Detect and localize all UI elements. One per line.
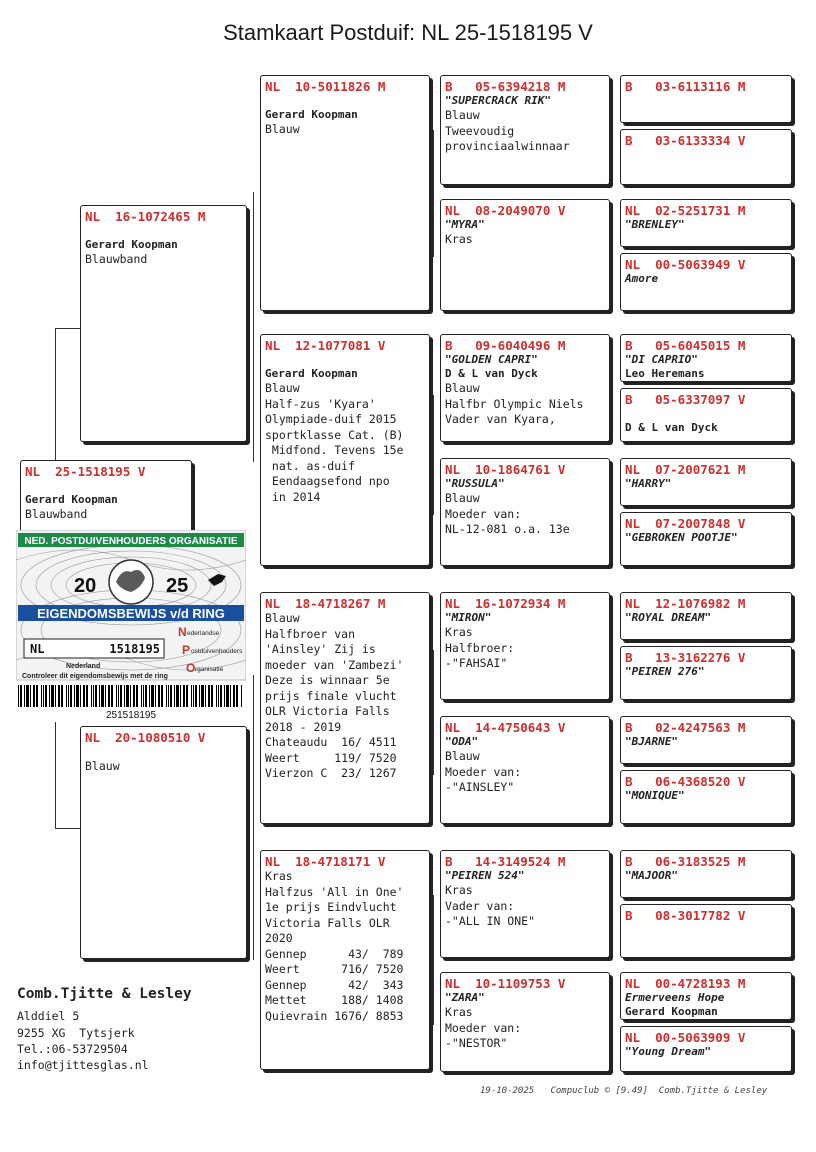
- ring-number: NL 16-1072934 M: [445, 596, 566, 611]
- check-note: Controleer dit eigendomsbewijs met de ring: [22, 673, 168, 680]
- grandparent-card: [260, 334, 430, 566]
- barcode-bar: [41, 685, 42, 707]
- owner: Gerard Koopman: [25, 493, 118, 506]
- info-line: Moeder van:: [445, 1020, 522, 1035]
- pigeon-name: "GEBROKEN POOTJE": [625, 531, 738, 544]
- ring-number: NL 18-4718171 V: [265, 854, 386, 869]
- ancestor-card: [620, 972, 792, 1020]
- owner: Leo Heremans: [625, 367, 705, 380]
- info-line: provinciaalwinnaar: [445, 139, 570, 153]
- barcode-bar: [30, 685, 31, 707]
- ancestor-card: [620, 716, 792, 764]
- pigeon-name: "BRENLEY": [625, 218, 685, 231]
- barcode-bar: [149, 685, 150, 707]
- barcode-bar: [116, 685, 117, 707]
- ring-number: B 05-6394218 M: [445, 79, 566, 94]
- barcode-bar: [195, 685, 197, 707]
- barcode-bar: [170, 685, 172, 707]
- pigeon-name: "ODA": [445, 735, 479, 748]
- mother-card: [80, 726, 247, 959]
- sticker-number: 1518195: [109, 642, 160, 656]
- ancestor-card: [620, 850, 792, 898]
- info-line: Kras: [265, 869, 293, 883]
- ring-number: NL 08-2049070 V: [445, 203, 566, 218]
- info-line: Kras: [445, 883, 473, 897]
- ownership-certificate-sticker: [16, 530, 246, 722]
- pigeon-name: "BJARNE": [625, 735, 678, 748]
- info-line: Weert 119/ 7520: [265, 750, 397, 765]
- barcode-bar: [101, 685, 104, 707]
- barcode-bar: [166, 685, 167, 707]
- info-line: sportklasse Cat. (B): [265, 427, 404, 442]
- info-line: Blauw: [265, 381, 300, 395]
- info-line: Vader van:: [445, 898, 515, 913]
- barcode-bar: [216, 685, 217, 707]
- barcode-bar: [124, 685, 125, 707]
- connector-line: [253, 192, 254, 462]
- ancestor-card: [620, 592, 792, 640]
- ring-number: B 03-6113116 M: [625, 79, 746, 94]
- year-right: 25: [166, 575, 189, 597]
- ancestor-card: [620, 388, 792, 442]
- subject-card: [20, 460, 192, 540]
- barcode-bar: [118, 685, 119, 707]
- barcode-bar: [76, 685, 79, 707]
- info-line: Halfbroer:: [445, 640, 515, 655]
- barcode-bar: [55, 685, 56, 707]
- barcode-bar: [220, 685, 222, 707]
- info-line: Quievrain 1676/ 8853: [265, 1008, 404, 1023]
- ring-number: B 06-3183525 M: [625, 854, 746, 869]
- year-left: 20: [74, 575, 97, 597]
- barcode-bar: [161, 685, 163, 707]
- info-line: Victoria Falls OLR: [265, 915, 390, 930]
- grandparent-card: [260, 75, 430, 311]
- info-line: Blauw: [265, 611, 300, 625]
- org-name: NED. POSTDUIVENHOUDERS ORGANISATIE: [24, 536, 238, 547]
- ring-number: NL 12-1076982 M: [625, 596, 746, 611]
- barcode-bar: [93, 685, 94, 707]
- info-line: Blauwband: [25, 507, 88, 521]
- barcode-bar: [233, 685, 235, 707]
- info-line: Blauwband: [85, 252, 148, 266]
- pigeon-name: "SUPERCRACK RIK": [445, 94, 551, 107]
- info-line: moeder van 'Zambezi': [265, 657, 404, 672]
- pigeon-name: "ROYAL DREAM": [625, 611, 712, 624]
- barcode-bar: [26, 685, 29, 707]
- info-line: 2018 - 2019: [265, 719, 342, 734]
- great-grandparent-card: [440, 850, 610, 958]
- barcode-number: 251518195: [105, 710, 157, 721]
- info-line: Vierzon C 23/ 1267: [265, 766, 397, 780]
- great-grandparent-card: [440, 972, 610, 1072]
- ring-number: NL 12-1077081 V: [265, 338, 386, 353]
- barcode-bar: [20, 685, 22, 707]
- grandparent-card: [260, 850, 430, 1070]
- ring-number: NL 00-5063909 V: [625, 1030, 746, 1045]
- barcode-bar: [224, 685, 225, 707]
- connector-line: [433, 130, 434, 257]
- info-line: in 2014: [265, 489, 321, 504]
- info-line: Gennep 43/ 789: [265, 946, 404, 961]
- barcode-bar: [141, 685, 142, 707]
- barcode-bar: [180, 685, 181, 707]
- grandparent-card: [260, 592, 430, 824]
- barcode-bar: [51, 685, 54, 707]
- breeder-city: 9255 XG Tytsjerk: [17, 1026, 135, 1040]
- pigeon-name: "DI CAPRIO": [625, 353, 698, 366]
- connector-line: [612, 877, 613, 933]
- pigeon-name: "ZARA": [445, 991, 485, 1004]
- pigeon-name: "MONIQUE": [625, 789, 685, 802]
- barcode-bar: [201, 685, 204, 707]
- owner: D & L van Dyck: [445, 367, 538, 380]
- barcode-bar: [58, 685, 60, 707]
- barcode-bar: [230, 685, 231, 707]
- info-line: prijs finale vlucht: [265, 688, 397, 703]
- info-line: OLR Victoria Falls: [265, 704, 390, 718]
- breeder-address: Alddiel 5: [17, 1009, 80, 1023]
- ancestor-card: [620, 458, 792, 506]
- barcode: [18, 685, 242, 707]
- info-line: -"NESTOR": [445, 1036, 508, 1050]
- pigeon-name: "RUSSULA": [445, 477, 505, 490]
- barcode-bar: [108, 685, 110, 707]
- ring-number: NL 00-4728193 M: [625, 976, 746, 991]
- info-line: NL-12-081 o.a. 13e: [445, 522, 570, 536]
- barcode-bar: [120, 685, 122, 707]
- barcode-bar: [186, 685, 188, 707]
- barcode-bar: [174, 685, 175, 707]
- info-line: 2020: [265, 931, 293, 945]
- barcode-bar: [95, 685, 97, 707]
- ring-number: NL 25-1518195 V: [25, 464, 146, 479]
- info-line: Blauw: [265, 122, 300, 136]
- barcode-bar: [49, 685, 50, 707]
- info-line: Kras: [445, 625, 473, 639]
- ring-number: NL 16-1072465 M: [85, 209, 206, 224]
- connector-line: [612, 228, 613, 284]
- ancestor-card: [620, 334, 792, 382]
- pigeon-name: "PEIREN 524": [445, 869, 525, 882]
- ring-number: B 06-4368520 V: [625, 774, 746, 789]
- barcode-bar: [145, 685, 147, 707]
- barcode-bar: [218, 685, 219, 707]
- barcode-bar: [191, 685, 192, 707]
- barcode-bar: [33, 685, 35, 707]
- pigeon-name: "Young Dream": [625, 1045, 712, 1058]
- barcode-bar: [151, 685, 154, 707]
- barcode-bar: [111, 685, 113, 707]
- barcode-bar: [130, 685, 131, 707]
- barcode-bar: [226, 685, 229, 707]
- info-line: Blauw: [445, 381, 480, 395]
- npo-word-o: rganisatie: [195, 666, 224, 673]
- connector-line: [55, 828, 81, 829]
- great-grandparent-card: [440, 716, 610, 824]
- great-grandparent-card: [440, 75, 610, 185]
- connector-line: [612, 487, 613, 542]
- ring-number: NL 10-5011826 M: [265, 79, 386, 94]
- ancestor-card: [620, 512, 792, 566]
- info-line: Blauw: [445, 108, 480, 122]
- info-line: 'Ainsley' Zij is: [265, 642, 376, 656]
- barcode-bar: [199, 685, 200, 707]
- connector-line: [433, 895, 434, 1025]
- info-line: Midfond. Tevens 15e: [265, 443, 404, 457]
- connector-line: [253, 675, 254, 960]
- info-line: Eendaagsefond npo: [265, 474, 390, 488]
- pigeon-name: "PEIREN 276": [625, 665, 705, 678]
- info-line: -"AINSLEY": [445, 780, 515, 794]
- barcode-bar: [24, 685, 25, 707]
- breeder-phone: Tel.:06-53729504: [17, 1042, 128, 1056]
- pigeon-name: "HARRY": [625, 477, 672, 490]
- barcode-bar: [241, 685, 242, 707]
- ring-number: NL 07-2007621 M: [625, 462, 746, 477]
- ancestor-card: [620, 199, 792, 247]
- country-label: Nederland: [66, 663, 101, 670]
- sticker-country: NL: [30, 642, 45, 656]
- pigeon-name: "MAJOOR": [625, 869, 678, 882]
- info-line: Deze is winnaar 5e: [265, 673, 390, 687]
- info-line: Moeder van:: [445, 506, 522, 521]
- npo-letter-o: O: [186, 661, 196, 675]
- owner: Gerard Koopman: [265, 108, 358, 121]
- pigeon-name: "MYRA": [445, 218, 485, 231]
- ring-number: B 13-3162276 V: [625, 650, 746, 665]
- ring-number: NL 07-2007848 V: [625, 516, 746, 531]
- father-card: [80, 205, 247, 442]
- info-line: Halfzus 'All in One': [265, 884, 404, 899]
- barcode-bar: [126, 685, 129, 707]
- barcode-bar: [70, 685, 72, 707]
- barcode-bar: [74, 685, 75, 707]
- ring-number: B 02-4247563 M: [625, 720, 746, 735]
- barcode-bar: [66, 685, 67, 707]
- pigeon-name: Ermerveens Hope: [625, 991, 725, 1004]
- barcode-bar: [18, 685, 19, 707]
- ancestor-card: [620, 75, 792, 123]
- npo-letter-p: P: [182, 643, 191, 657]
- barcode-bar: [205, 685, 206, 707]
- barcode-bar: [158, 685, 160, 707]
- ring-number: B 03-6133334 V: [625, 133, 746, 148]
- info-line: Half-zus 'Kyara': [265, 396, 376, 411]
- owner: Gerard Koopman: [625, 1005, 718, 1018]
- barcode-bar: [99, 685, 100, 707]
- info-line: Halfbr Olympic Niels: [445, 396, 584, 411]
- great-grandparent-card: [440, 334, 610, 442]
- info-line: nat. as-duif: [265, 458, 356, 473]
- ring-number: B 08-3017782 V: [625, 908, 746, 923]
- ancestor-card: [620, 646, 792, 700]
- connector-line: [55, 328, 81, 329]
- breeder-email: info@tjittesglas.nl: [17, 1058, 149, 1072]
- barcode-bar: [183, 685, 185, 707]
- info-line: -"ALL IN ONE": [445, 914, 536, 928]
- info-line: Blauw: [445, 491, 480, 505]
- connector-line: [612, 998, 613, 1054]
- barcode-bar: [68, 685, 69, 707]
- connector-line: [612, 105, 613, 163]
- barcode-bar: [155, 685, 156, 707]
- banner-text: EIGENDOMSBEWIJS v/d RING: [37, 606, 225, 621]
- info-line: Gennep 42/ 343: [265, 977, 404, 992]
- barcode-bar: [86, 685, 88, 707]
- ancestor-card: [620, 253, 792, 311]
- connector-line: [433, 650, 434, 775]
- info-line: Moeder van:: [445, 764, 522, 779]
- ring-number: NL 10-1109753 V: [445, 976, 566, 991]
- barcode-bar: [136, 685, 138, 707]
- info-line: -"FAHSAI": [445, 656, 508, 670]
- barcode-bar: [193, 685, 194, 707]
- info-line: Kras: [445, 1005, 473, 1019]
- ring-number: NL 00-5063949 V: [625, 257, 746, 272]
- ancestor-card: [620, 129, 792, 185]
- npo-word-p: ostduivenhouders: [191, 648, 243, 655]
- barcode-bar: [91, 685, 92, 707]
- pigeon-name: Amore: [625, 272, 659, 285]
- connector-line: [612, 620, 613, 676]
- info-line: 1e prijs Eindvlucht: [265, 900, 397, 914]
- page-title: Stamkaart Postduif: NL 25-1518195 V: [223, 20, 593, 45]
- great-grandparent-card: [440, 458, 610, 566]
- info-line: Blauw: [445, 749, 480, 763]
- barcode-bar: [83, 685, 85, 707]
- barcode-bar: [208, 685, 210, 707]
- ring-number: NL 02-5251731 M: [625, 203, 746, 218]
- info-line: Mettet 188/ 1408: [265, 993, 404, 1007]
- barcode-bar: [36, 685, 38, 707]
- great-grandparent-card: [440, 592, 610, 700]
- ring-number: B 14-3149524 M: [445, 854, 566, 869]
- ring-number: B 09-6040496 M: [445, 338, 566, 353]
- info-line: Halfbroer van: [265, 626, 356, 641]
- info-line: Chateaudu 16/ 4511: [265, 735, 397, 749]
- breeder-name: Comb.Tjitte & Lesley: [17, 986, 192, 1002]
- info-line: Vader van Kyara,: [445, 412, 556, 426]
- barcode-bar: [61, 685, 63, 707]
- owner: Gerard Koopman: [265, 367, 358, 380]
- barcode-bar: [80, 685, 81, 707]
- ancestor-card: [620, 770, 792, 824]
- connector-line: [612, 362, 613, 417]
- barcode-bar: [43, 685, 44, 707]
- pigeon-name: "MIRON": [445, 611, 492, 624]
- great-grandparent-card: [440, 199, 610, 311]
- ring-number: B 05-6337097 V: [625, 392, 746, 407]
- info-line: Weert 716/ 7520: [265, 962, 404, 976]
- pigeon-name: "GOLDEN CAPRI": [445, 353, 538, 366]
- barcode-bar: [236, 685, 238, 707]
- barcode-bar: [211, 685, 213, 707]
- ancestor-card: [620, 1026, 792, 1072]
- ring-number: NL 10-1864761 V: [445, 462, 566, 477]
- sticker-graphic: [16, 530, 246, 722]
- barcode-bar: [143, 685, 144, 707]
- barcode-bar: [105, 685, 106, 707]
- info-line: Olympiade-duif 2015: [265, 412, 397, 426]
- barcode-bar: [176, 685, 179, 707]
- ring-number: B 05-6045015 M: [625, 338, 746, 353]
- ring-number: NL 18-4718267 M: [265, 596, 386, 611]
- owner: D & L van Dyck: [625, 421, 718, 434]
- barcode-bar: [168, 685, 169, 707]
- npo-letter-n: N: [178, 625, 187, 639]
- info-line: Blauw: [85, 759, 120, 773]
- owner: Gerard Koopman: [85, 238, 178, 251]
- connector-line: [433, 395, 434, 515]
- npo-word-n: ederlandse: [187, 630, 220, 637]
- ring-number: NL 20-1080510 V: [85, 730, 206, 745]
- info-line: Tweevoudig: [445, 123, 515, 138]
- info-line: Kras: [445, 232, 473, 246]
- barcode-bar: [45, 685, 47, 707]
- barcode-bar: [133, 685, 135, 707]
- ring-number: NL 14-4750643 V: [445, 720, 566, 735]
- connector-line: [612, 743, 613, 798]
- print-info: 19-10-2025 Compuclub © [9.49] Comb.Tjitte & Lesley: [480, 1086, 768, 1096]
- ancestor-card: [620, 904, 792, 958]
